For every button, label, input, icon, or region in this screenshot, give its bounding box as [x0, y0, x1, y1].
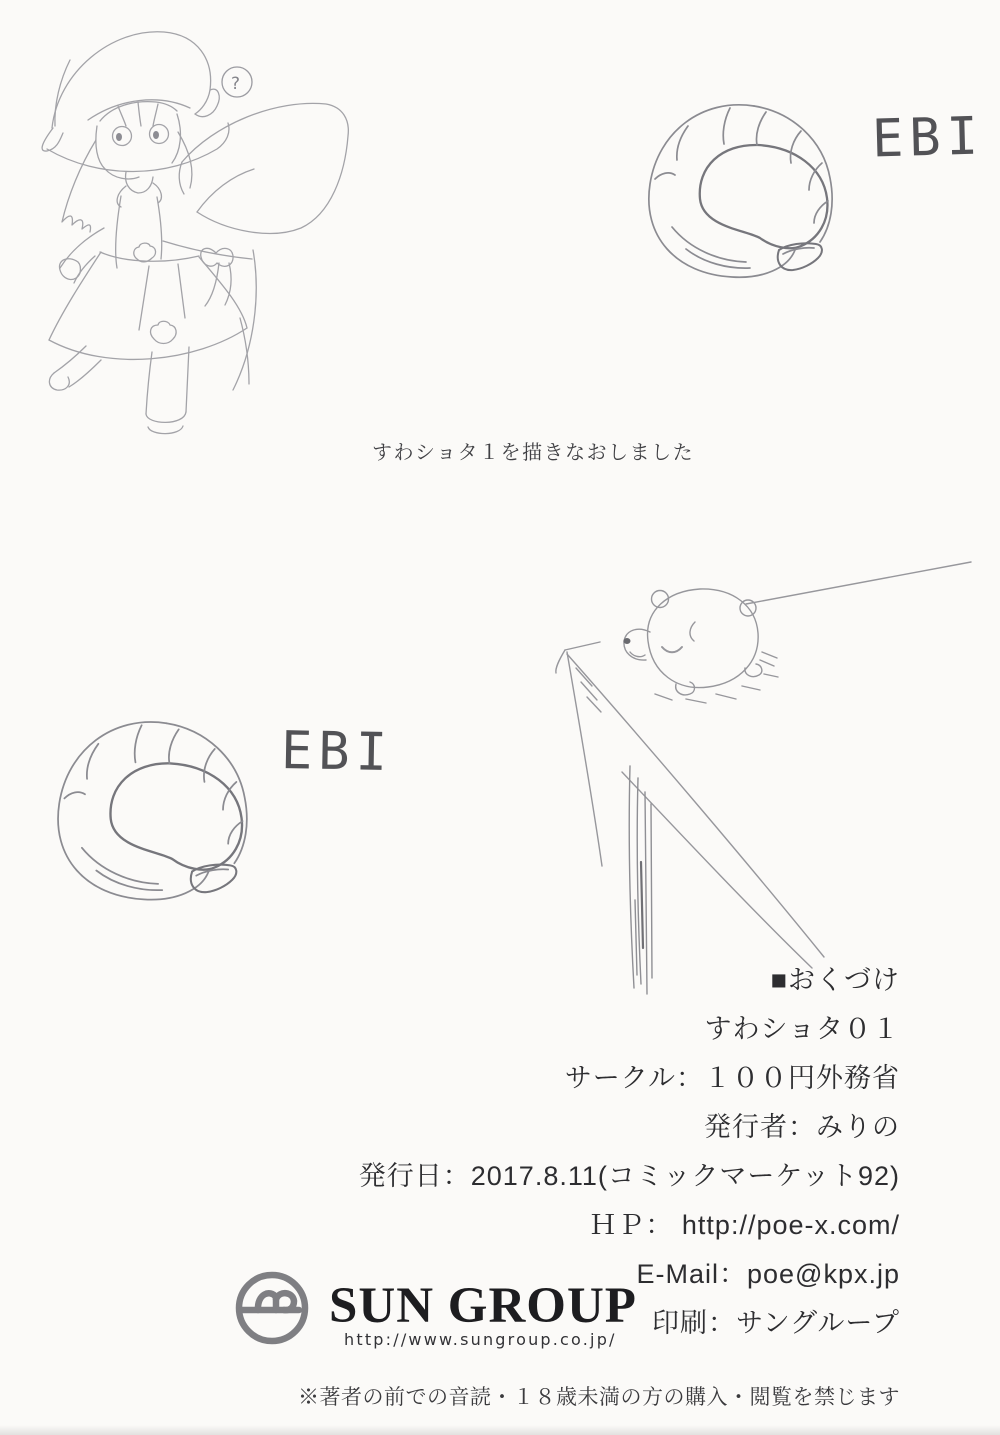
bear-nose: [624, 638, 631, 644]
circle-name: サークル：１００円外務省: [564, 1063, 900, 1093]
publish-date: 発行日：2017.8.11(コミックマーケット92): [358, 1161, 900, 1191]
character-eye-right: [150, 125, 169, 144]
character-cape: [182, 103, 348, 233]
table-left-edge: [567, 652, 602, 866]
publisher-name: 発行者：みりの: [704, 1112, 900, 1142]
character-shoe: [49, 373, 69, 390]
witch-hat: [52, 32, 211, 128]
sungroup-logo-icon: [239, 1275, 305, 1341]
sungroup-logo-url: http://www.sungroup.co.jp/: [344, 1330, 617, 1349]
colophon-heading: ■おくづけ: [770, 965, 900, 995]
table-front-edge: [567, 654, 824, 957]
table-back-edge: [746, 562, 971, 604]
frog-motif-skirt: [151, 321, 177, 343]
character-eye-left: [113, 127, 132, 146]
shrimp-drawing-top: [649, 105, 832, 277]
email-address: E-Mail：poe@kpx.jp: [636, 1259, 900, 1289]
character-sketch: [42, 32, 348, 434]
bear-closed-eye: [662, 647, 682, 652]
homepage-url: ＨＰ： http://poe-x.com/: [589, 1210, 900, 1240]
ebi-label-top: EBI: [871, 106, 985, 170]
frog-motif-chest: [134, 243, 156, 262]
character-face: [96, 126, 105, 169]
question-mark: ?: [231, 74, 241, 94]
sketch-caption: すわショタ１を描きなおしました: [372, 442, 695, 464]
printer-name: 印刷：サングループ: [652, 1308, 900, 1338]
disclaimer-text: ※著者の前での音読・１８歳未満の方の購入・閲覧を禁じます: [298, 1386, 900, 1409]
character-hair: [62, 140, 96, 232]
character-skirt: [49, 252, 101, 340]
ebi-label-bottom: EBI: [280, 721, 394, 783]
bear-muzzle: [624, 629, 650, 660]
doujin-title: すわショタ０１: [704, 1014, 900, 1044]
sungroup-logo-text: SUN GROUP: [329, 1278, 637, 1334]
ribbon-bow: [201, 248, 233, 266]
shrimp-drawing-bottom: [58, 722, 247, 900]
bear-on-table-sketch: [556, 562, 971, 994]
